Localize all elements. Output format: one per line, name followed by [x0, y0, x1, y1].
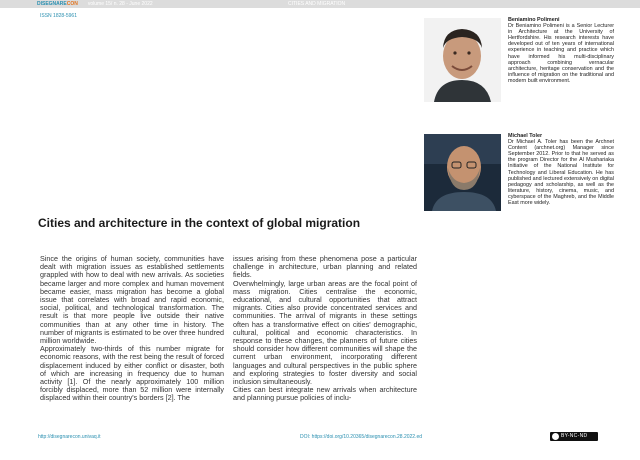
- paragraph: issues arising from these phenomena pose a particular challenge in architecture, urban planning and related fields.: [233, 254, 417, 280]
- section-label: CITIES AND MIGRATION: [288, 1, 346, 7]
- author-photo-toler: [424, 134, 501, 211]
- body-column-1: [40, 255, 224, 403]
- author-bio-text: Dr Michael A. Toler has been the Archnet Content (archnet.org) Manager since September 2012. Prior to that he served as the program Director for the Al Mushariaka Initiative of the National Institute for Technology and Liberal Education. He has published and lectured extensively on digital pedagogy and scholarship, as well as the literature, history, cinema, music, and cyberspace of the Maghreb, and the Middle East more widely.: [508, 139, 614, 207]
- author-bio-polimeni: [508, 17, 614, 84]
- paragraph: Approximately two-thirds of this number migrate for economic reasons, with the rest being the result of forced displacement induced by either conflict or disaster, both of which are increasing in frequency due to human activity [1]. Of the nearly approximately 100 million forcibly displaced, more than 52 million were internally displaced within their country's borders [2]. The: [40, 344, 224, 403]
- author-photo-polimeni: [424, 18, 501, 102]
- author-bio-toler: [508, 133, 614, 206]
- volume-info: volume 15/ n. 28 - June 2022: [87, 1, 153, 7]
- issn: ISSN 1828-5961: [40, 13, 77, 19]
- author-bio-text: Dr Beniamino Polimeni is a Senior Lecturer in Architecture at the University of Hertfordshire. His research interests have developed out of ten years of international experience in teaching and practice which have informed his multi-disciplinary approach combining vernacular architecture, heritage conservation and the influence of migration on the traditional and modern built environment.: [508, 23, 614, 84]
- cc-license-badge[interactable]: [550, 432, 598, 441]
- paragraph: Cities can best integrate new arrivals when architecture and planning pursue policies of inclu-: [233, 385, 417, 403]
- journal-brand: [37, 1, 78, 7]
- paragraph: Since the origins of human society, communities have dealt with migration issues as established settlements grappled with how to deal with new arrivals. As societies became larger and more complex and human movement became easier, mass migration has become a global issue that correlates with broad and rapid economic, social, political, and technological transformation. The result is that more people live outside their native communities than at any other time in history. The number of migrants is estimated to be over three hundred million worldwide.: [40, 254, 224, 346]
- journal-url-link[interactable]: http://disegnarecon.univaq.it: [38, 434, 101, 440]
- cc-icon: [552, 433, 559, 440]
- license-label: BY-NC-ND: [561, 433, 588, 439]
- paragraph: Overwhelmingly, large urban areas are the focal point of mass migration. Cities centralise the economic, educational, and cultural opportunities that attract migrants. Cities also provide concentrated services and communities. The arrival of migrants in these settings often has a transformative effect on cities' demographic, cultural, political and economic characteristics. In response to these changes, the planners of future cities should consider how different communities will shape the current urban environment, incorporating different languages and cultural perspectives in the public sphere and exploring strategies to foster diversity and social inclusion simultaneously.: [233, 278, 417, 387]
- author-name: Beniamino Polimeni: [508, 17, 560, 23]
- doi-link[interactable]: DOI: https://doi.org/10.20365/disegnarecon.28.2022.ed: [300, 434, 423, 440]
- body-column-2: [233, 255, 417, 403]
- author-name: Michael Toler: [508, 133, 543, 139]
- brand-part-a: DISEGNARE: [37, 1, 67, 7]
- journal-header-left: [37, 0, 153, 8]
- article-title: Cities and architecture in the context of global migration: [38, 216, 361, 230]
- brand-part-b: CON: [66, 1, 78, 7]
- journal-header-bar: [0, 0, 640, 8]
